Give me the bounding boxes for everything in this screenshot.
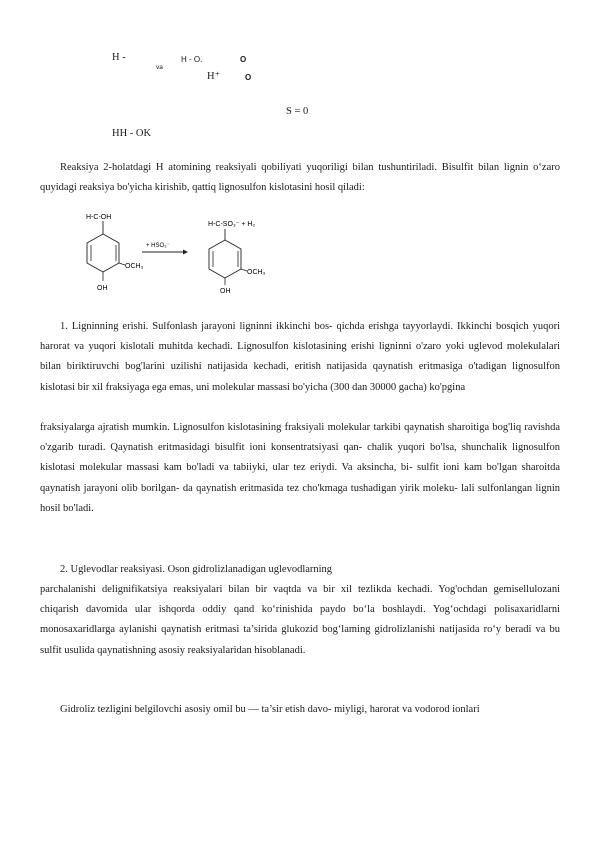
formula-o-bottom: O [245,73,252,82]
scheme-right-benzene-ring [209,240,241,278]
scheme-left-oh: OH [97,285,108,292]
paragraph-carbohydrates: parchalanishi delignifikatsiya reaksiyalari bilan bir vaqtda va bir xil tezlikda kechadi. Yog'ochdan gemisellulozani chiqarish davomida ular ishqorda oddiy qand ko‘rinishida paydo bo‘la boshlaydi. Yog‘ochdagi polisaxaridlarni monosaxaridlarga aylanishi qaynatish eritmasi ta’sirida glukozid bog‘laming gidrolizlanishi natijasida ro‘y beradi va bu sulfit usulida qaynatishning asosiy reaksiyalaridan hisoblanadi. [40,584,560,656]
paragraph-lignin-dissolution: 1. Ligninning erishi. Sulfonlash jarayoni ligninni ikkinchi bos- qichda erishga tayyorlaydi. Ikkinchi bosqich yuqori harorat va yuqori kislotali muhitda kechadi. Lignosulfon kislotasining erishi ligninni o'zaro yoki uglevod molekulalari bilan biriktiruvchi bog'larini uzilishi natijasida kechadi, eritish natijasida qaynatish eritmasiga o'tadigan lignosulfon kislotasi bir xil fraksiyaga ega emas, uni molekular massasi bo'yicha (300 dan 30000 gacha) ko'pgina [40,321,560,393]
formula-s-double-bond: S = 0 [286,106,309,117]
formula-o-top: O [240,55,247,64]
paragraph-carbohydrates-heading: 2. Uglevodlar reaksiyasi. Oson gidrolizlanadigan uglevodlarning [60,564,333,575]
scheme-left-benzene-ring [87,234,119,272]
paragraph-fractionation: fraksiyalarga ajratish mumkin. Lignosulfon kislotasining fraksiyali molekular tarkibi qaynatish sharoitiga bog'liq ravishda o'zgarib turadi. Qaynatish eritmasidagi bisulfit ioni konsentratsiyasi qan- chalik yuqori bo'lsa, shunchalik lignosulfon kislotasi molekular massasi kam bo'ladi va tabiiyki, ular tez eriydi. Va aksincha, bi- sulfit ioni kam bo'lgan sharoitda qaynatish jarayoni olib borilgan- da qaynatish eritmasida tez cho'kmaga tushadigan yirik moleku- lali sulfonlangan lignin hosil bo'ladi. [40,422,560,514]
formula-h-dash: H - [112,52,126,63]
scheme-right-och3: OCH₃ [247,269,266,276]
scheme-right-top-label: H-C-SO₃⁻ + H₂ [208,221,256,228]
formula-h-plus: H⁺ [207,71,221,82]
scheme-left-top-label: H-C-OH [86,214,112,221]
scheme-arrowhead [183,250,188,255]
scheme-left-och3: OCH₃ [125,263,144,270]
intro-paragraph: Reaksiya 2-holatdagi H atomining reaksiyali qobiliyati yuqoriligi bilan tushuntiriladi. Bisulfit bilan lignin o‘zaro quyidagi reaksiya bo'yicha kirishib, qattiq lignosulfon kislotasini hosil qiladi: [40,162,560,194]
formula-va: va [156,64,163,71]
paragraph-hydrolysis-rate: Gidroliz tezligini belgilovchi asosiy omil bu — ta’sir etish davo- miyligi, harorat va vodorod ionlari [60,704,480,715]
formula-h-o: H - O. [181,55,203,64]
formula-hh-ok: HH - OK [112,128,152,139]
reaction-scheme [70,208,300,300]
scheme-arrow-label: + HSO₃⁻ [146,243,170,249]
scheme-right-oh: OH [220,288,231,295]
